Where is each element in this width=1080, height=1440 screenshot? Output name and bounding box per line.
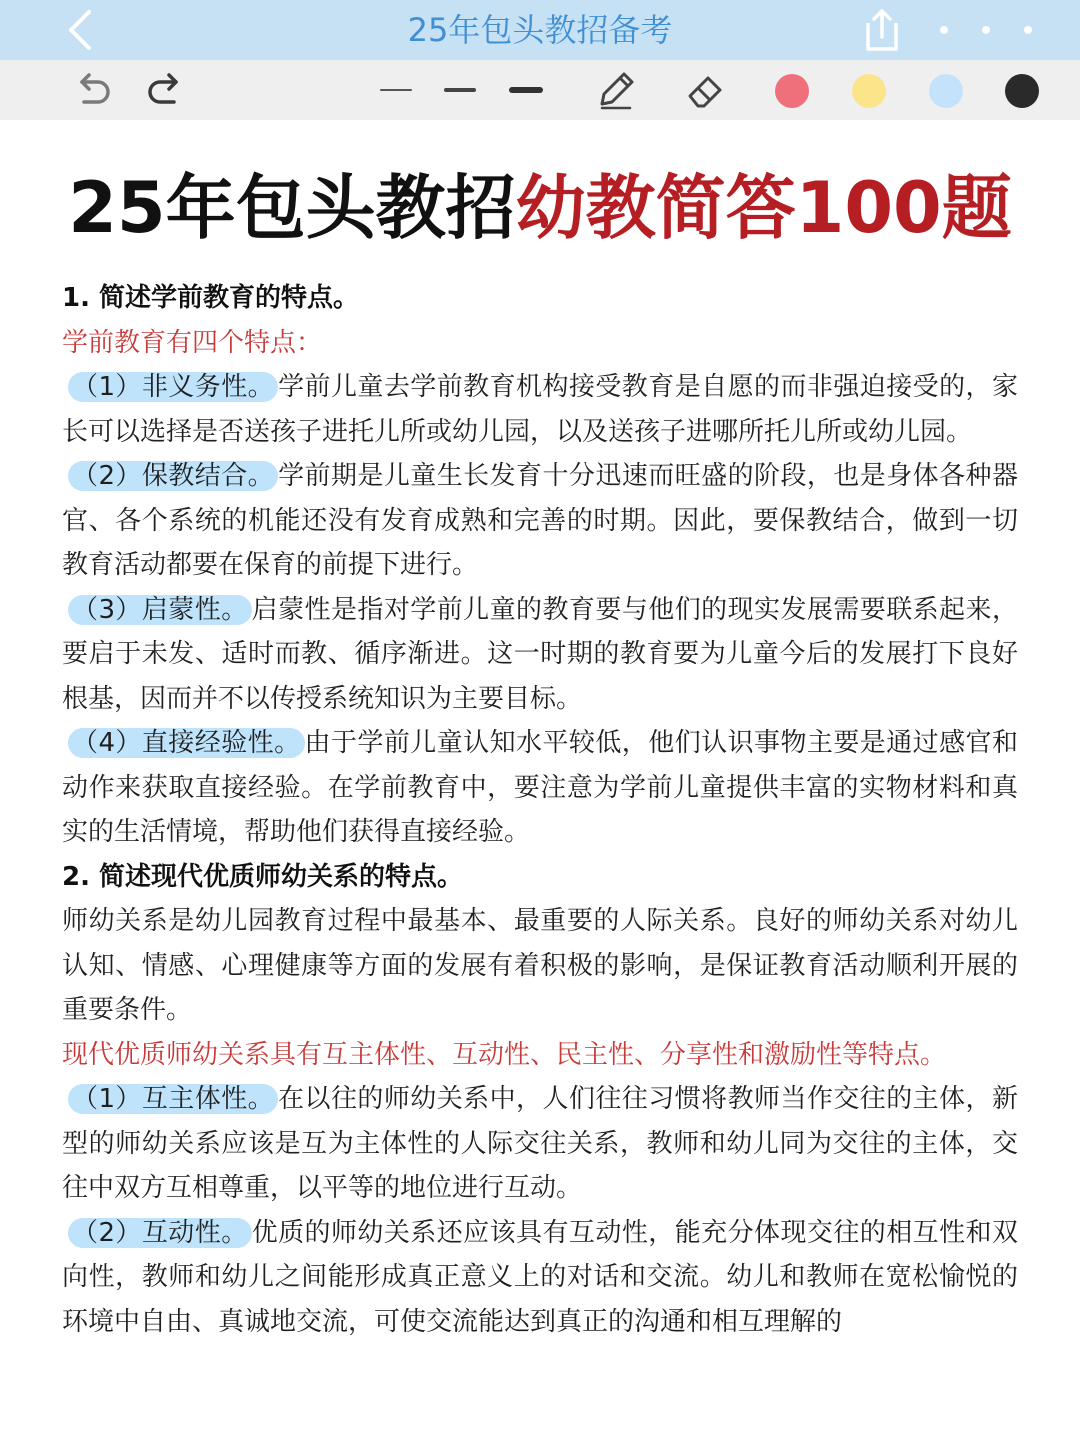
- color-swatch-red[interactable]: [775, 74, 809, 108]
- item-label: （3）启蒙性。: [68, 595, 252, 625]
- more-button[interactable]: [936, 10, 1036, 50]
- question-2-title: 2. 简述现代优质师幼关系的特点。: [62, 861, 464, 892]
- question-1-item: [62, 454, 1018, 588]
- stroke-thin-button[interactable]: [376, 66, 416, 114]
- share-button[interactable]: [856, 4, 908, 56]
- undo-icon: [72, 72, 112, 108]
- item-text: 由于学前儿童认知水平较低，他们认识事物主要是通过感官和动作来获取直接经验。在学前教育中，要注意为学前儿童提供丰富的实物材料和真实的生活情境，帮助他们获得直接经验。: [62, 728, 1018, 847]
- question-1-title: 1. 简述学前教育的特点。: [62, 283, 360, 313]
- drawing-toolbar: [0, 60, 1080, 120]
- item-label: （2）互动性。: [68, 1218, 252, 1248]
- question-2-lead: 现代优质师幼关系具有互主体性、互动性、民主性、分享性和激励性等特点。: [62, 1039, 947, 1070]
- stroke-medium-button[interactable]: [440, 66, 480, 114]
- question-1-lead: 学前教育有四个特点：: [62, 327, 323, 358]
- item-text: 启蒙性是指对学前儿童的教育要与他们的现实发展需要联系起来，要启于未发、适时而教、循序渐进。这一时期的教育要为儿童今后的发展打下良好根基，因而并不以传授系统知识为主要目标。: [62, 594, 1018, 714]
- question-2-item: [62, 1077, 1018, 1211]
- stroke-medium-icon: [444, 88, 476, 92]
- app-title: 25年包头教招备考: [407, 11, 673, 49]
- pen-button[interactable]: [590, 66, 642, 114]
- more-dots-icon: [1024, 26, 1032, 34]
- page-title-main: 25年包头教招: [68, 167, 516, 249]
- share-icon: [862, 7, 902, 53]
- stroke-thick-icon: [509, 87, 543, 93]
- question-1-item: [62, 588, 1018, 722]
- color-swatch-black[interactable]: [1005, 74, 1039, 108]
- item-label: （4）直接经验性。: [68, 728, 305, 758]
- item-text: 在以往的师幼关系中，人们往往习惯将教师当作交往的主体，新型的师幼关系应该是互为主体性的人际交往关系，教师和幼儿同为交往的主体，交往中双方互相尊重，以平等的地位进行互动。: [62, 1084, 1018, 1203]
- redo-icon: [146, 72, 186, 108]
- undo-button[interactable]: [66, 66, 118, 114]
- item-label: （2）保教结合。: [68, 461, 278, 491]
- color-swatch-yellow[interactable]: [852, 74, 886, 108]
- pencil-icon: [594, 68, 638, 112]
- question-1-item: [62, 365, 1018, 454]
- redo-button[interactable]: [140, 66, 192, 114]
- more-dots-icon: [940, 26, 948, 34]
- nav-bar: [0, 0, 1080, 60]
- page-title: [0, 166, 1080, 250]
- question-2-item: [62, 1211, 1018, 1345]
- item-text: 学前儿童去学前教育机构接受教育是自愿的而非强迫接受的，家长可以选择是否送孩子进托儿所或幼儿园，以及送孩子进哪所托儿所或幼儿园。: [62, 372, 1018, 447]
- chevron-left-icon: [65, 8, 95, 52]
- item-text: 优质的师幼关系还应该具有互动性，能充分体现交往的相互性和双向性，教师和幼儿之间能形成真正意义上的对话和交流。幼儿和教师在宽松愉悦的环境中自由、真诚地交流，可使交流能达到真正的沟通和相互理解的: [62, 1217, 1018, 1337]
- document-body: [62, 276, 1018, 1344]
- eraser-button[interactable]: [680, 66, 732, 114]
- item-label: （1）非义务性。: [68, 372, 278, 402]
- more-dots-icon: [982, 26, 990, 34]
- stroke-thin-icon: [380, 89, 412, 91]
- item-text: 学前期是儿童生长发育十分迅速而旺盛的阶段，也是身体各种器官、各个系统的机能还没有发育成熟和完善的时期。因此，要保教结合，做到一切教育活动都要在保育的前提下进行。: [62, 461, 1018, 580]
- eraser-icon: [684, 68, 728, 112]
- question-2-intro: 师幼关系是幼儿园教育过程中最基本、最重要的人际关系。良好的师幼关系对幼儿认知、情感、心理健康等方面的发展有着积极的影响，是保证教育活动顺利开展的重要条件。: [62, 906, 1018, 1025]
- page-title-accent: 幼教简答100题: [515, 167, 1012, 249]
- item-label: （1）互主体性。: [68, 1084, 278, 1114]
- stroke-thick-button[interactable]: [504, 66, 548, 114]
- back-button[interactable]: [56, 6, 104, 54]
- question-1-item: [62, 721, 1018, 855]
- color-swatch-blue[interactable]: [929, 74, 963, 108]
